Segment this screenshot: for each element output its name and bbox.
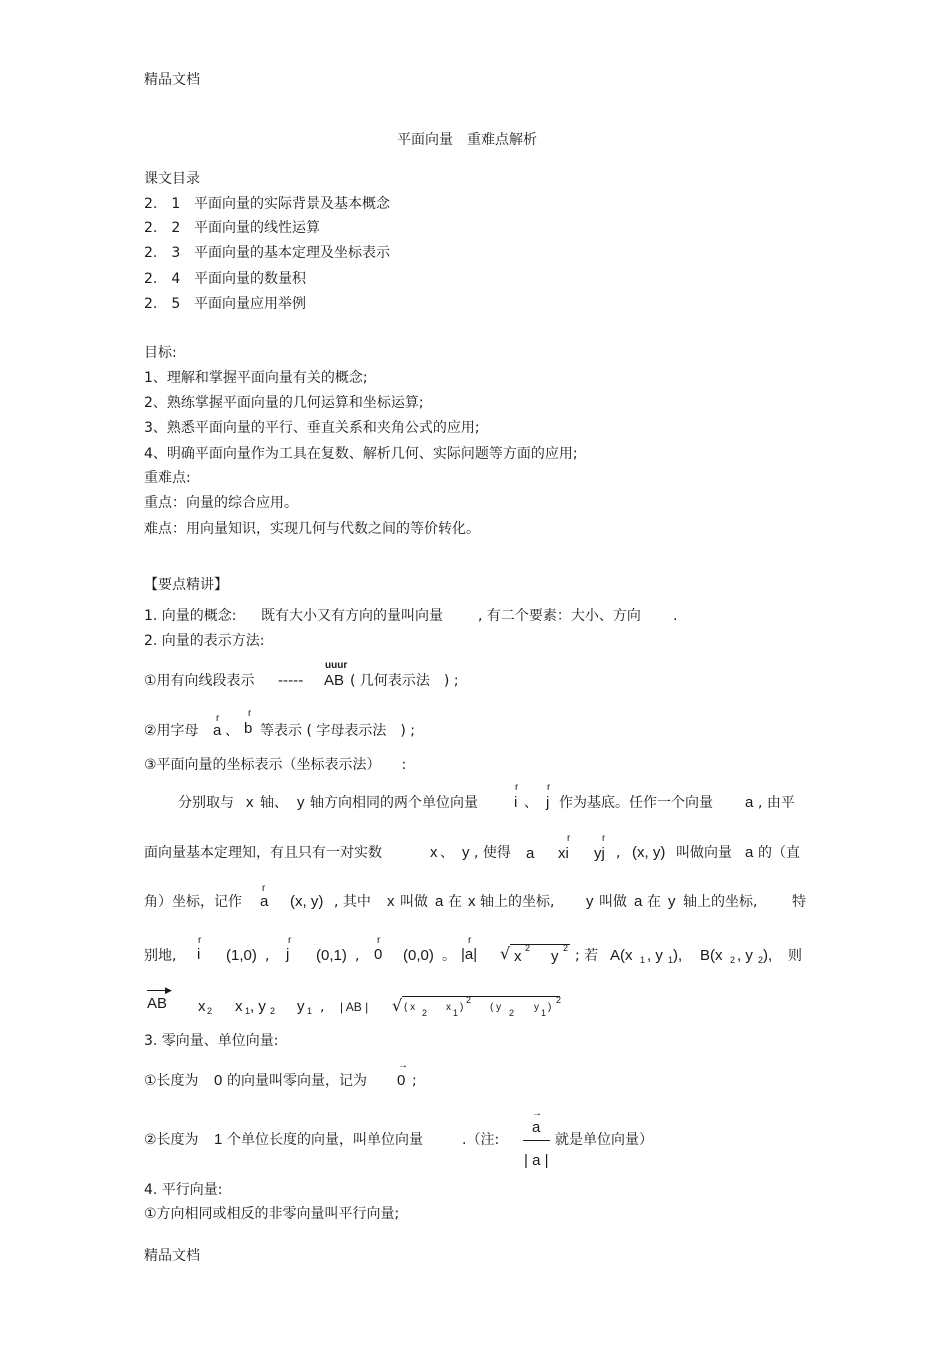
point-b: B(x: [700, 947, 723, 964]
goal-item: 2、熟练掌握平面向量的几何运算和坐标运算;: [144, 395, 424, 411]
point-b-close: ),: [763, 947, 773, 964]
concept-elements: , 有二个要素：大小、方向: [478, 608, 641, 624]
separator: 、: [524, 795, 538, 811]
coordinate-xy: (x, y): [290, 893, 324, 910]
fraction-denominator: | a |: [524, 1152, 549, 1169]
subscript: 2: [207, 1006, 213, 1016]
text: 叫做向量: [676, 845, 732, 861]
parallel-definition: ①方向相同或相反的非零向量叫平行向量;: [144, 1206, 400, 1222]
text: 角）坐标，记作: [144, 894, 242, 910]
coordinate-xy: (x, y): [632, 844, 666, 861]
vector-a: a: [435, 893, 444, 910]
goal-item: 1、理解和掌握平面向量有关的概念;: [144, 370, 368, 386]
concept-label: 1. 向量的概念:: [144, 608, 237, 624]
toc-item-text: 平面向量的基本定理及坐标表示: [194, 245, 390, 261]
difficult-point: 难点：用向量知识，实现几何与代数之间的等价转化。: [144, 521, 480, 537]
subscript: 1: [640, 955, 646, 965]
toc-item-num: 2. 5: [144, 296, 181, 312]
subscript: 1: [668, 955, 674, 965]
vector-arrow-head: ▶: [165, 986, 172, 996]
var-x: x: [235, 998, 243, 1015]
vector-magnitude: |a|: [461, 946, 478, 963]
vector-arrow-mark: r: [515, 782, 519, 793]
text: 个单位长度的向量，叫单位向量: [227, 1132, 423, 1148]
concept-period: .: [673, 608, 678, 624]
coordinate-value: (0,1): [316, 947, 347, 964]
goal-item: 4、明确平面向量作为工具在复数、解析几何、实际问题等方面的应用;: [144, 446, 578, 462]
text: 叫做: [599, 894, 627, 910]
page-title: 平面向量 重难点解析: [397, 132, 537, 148]
text: 。: [442, 948, 456, 964]
text: , 由平: [758, 795, 795, 811]
coordinate-value: (0,0): [403, 947, 434, 964]
subscript: 2: [270, 1006, 276, 1016]
concept-definition: 既有大小又有方向的量叫向量: [261, 608, 443, 624]
text: ;: [412, 1073, 417, 1089]
var-y: y: [462, 844, 470, 861]
text: 在: [448, 894, 462, 910]
vector-arrow-mark: r: [198, 935, 202, 946]
toc-item-num: 2. 4: [144, 271, 181, 287]
text: ,: [355, 948, 360, 964]
vector-arrow-mark: →: [398, 1060, 408, 1071]
subscript: 1: [307, 1006, 313, 1016]
letter-rep-label: ②用字母: [144, 723, 199, 739]
exponent: 2: [563, 943, 569, 953]
separator: 、: [225, 723, 239, 739]
goal-item: 3、熟悉平面向量的平行、垂直关系和夹角公式的应用;: [144, 420, 480, 436]
text: ②长度为: [144, 1132, 199, 1148]
subscript: 2: [422, 1008, 428, 1018]
sqrt-bar: [402, 996, 560, 997]
section-heading: 【要点精讲】: [144, 577, 228, 593]
zero-unit-heading: 3. 零向量、单位向量:: [144, 1033, 279, 1049]
sqrt-bar: [510, 944, 570, 945]
var-y: y: [586, 893, 594, 910]
vector-a: a: [526, 845, 535, 862]
vector-i: i: [514, 794, 518, 811]
text: 叫做: [400, 894, 428, 910]
vector-j: j: [286, 946, 290, 963]
vector-a: a: [213, 722, 222, 739]
zero-vector: 0: [374, 946, 383, 963]
vector-b: b: [244, 720, 253, 737]
vector-arrow-mark: uuur: [325, 660, 348, 671]
toc-item-text: 平面向量应用举例: [194, 296, 306, 312]
toc-heading: 课文目录: [144, 171, 200, 187]
vector-arrow-mark: r: [216, 713, 220, 724]
coordinate-rep-label: ③平面向量的坐标表示（坐标表示法） :: [144, 757, 407, 773]
parallel-heading: 4. 平行向量:: [144, 1182, 223, 1198]
representation-heading: 2. 向量的表示方法:: [144, 633, 265, 649]
vector-a: a: [260, 893, 269, 910]
text: 作为基底。任作一个向量: [559, 795, 713, 811]
vector-a: a: [745, 794, 754, 811]
var-x: x: [246, 794, 254, 811]
var-x: x: [198, 998, 206, 1015]
var-y: y: [551, 948, 559, 965]
vector-arrow-mark: r: [377, 935, 381, 946]
toc-item-text: 平面向量的线性运算: [194, 220, 320, 236]
vector-arrow-mark: r: [602, 833, 606, 844]
vector-arrow-mark: r: [547, 782, 551, 793]
text: 的向量叫零向量，记为: [227, 1073, 367, 1089]
sqrt-term: ( x: [404, 1002, 416, 1013]
sqrt-term: y: [534, 1002, 539, 1013]
vector-j: j: [546, 794, 550, 811]
fraction-bar: [523, 1140, 550, 1141]
point-a-close: ),: [673, 947, 683, 964]
var-y: y: [668, 893, 676, 910]
geometric-rep-dash: -----: [278, 673, 304, 689]
vector-ab: AB: [324, 672, 345, 689]
text: 轴、: [260, 795, 288, 811]
var-x: x: [468, 893, 476, 910]
point-b-sep: , y: [737, 947, 753, 964]
exponent: 2: [466, 995, 472, 1005]
key-point: 重点：向量的综合应用。: [144, 495, 298, 511]
text: ; 若: [575, 948, 599, 964]
key-heading: 重难点:: [144, 470, 191, 486]
sqrt-symbol: √: [392, 996, 403, 1015]
sqrt-term: ): [548, 1002, 552, 1013]
point-a-sep: , y: [647, 947, 663, 964]
page-header: 精品文档: [144, 72, 200, 88]
exponent: 2: [525, 943, 531, 953]
toc-item-text: 平面向量的数量积: [194, 271, 306, 287]
text: 面向量基本定理知，有且只有一对实数: [144, 845, 382, 861]
sqrt-term: ( y: [490, 1002, 502, 1013]
vector-ab: AB: [147, 995, 168, 1012]
number-one: 1: [214, 1131, 223, 1148]
var-y: y: [297, 794, 305, 811]
vector-arrow-mark: →: [532, 1108, 542, 1119]
goals-heading: 目标:: [144, 345, 177, 361]
text: ,: [265, 948, 270, 964]
toc-item-text: 平面向量的实际背景及基本概念: [194, 196, 390, 212]
var-x: x: [514, 948, 522, 965]
var-x: x: [387, 893, 395, 910]
point-a: A(x: [610, 947, 633, 964]
toc-item-num: 2. 2: [144, 220, 181, 236]
text: 特: [792, 894, 806, 910]
text: 轴上的坐标,: [480, 894, 555, 910]
term-xi: xi: [558, 845, 569, 862]
vector-arrow-mark: r: [248, 708, 252, 719]
number-zero: 0: [214, 1072, 223, 1089]
vector-arrow-mark: r: [567, 833, 571, 844]
separator: 、: [440, 845, 454, 861]
text: 分别取与: [178, 795, 234, 811]
text: , 使得: [474, 845, 511, 861]
subscript: 2: [758, 955, 764, 965]
subscript: 1: [541, 1008, 547, 1018]
vector-arrow-mark: r: [288, 935, 292, 946]
text: 轴方向相同的两个单位向量: [310, 795, 478, 811]
subscript: 2: [730, 955, 736, 965]
subscript: 1: [245, 1006, 251, 1016]
toc-item-num: 2. 3: [144, 245, 181, 261]
term-yj: yj: [594, 845, 605, 862]
sqrt-symbol: √: [500, 944, 511, 963]
subscript: 2: [509, 1008, 515, 1018]
zero-vector: 0: [397, 1072, 406, 1089]
toc-item-num: 2. 1: [144, 196, 181, 212]
sqrt-term: x: [446, 1002, 451, 1013]
magnitude-ab: | AB |: [340, 1000, 369, 1014]
text: , 其中: [334, 894, 371, 910]
var-x: x: [430, 844, 438, 861]
text: ①长度为: [144, 1073, 199, 1089]
text: .（注:: [462, 1132, 500, 1148]
var-y: y: [297, 998, 305, 1015]
text: 在: [647, 894, 661, 910]
vector-i: i: [197, 946, 201, 963]
subscript: 1: [453, 1008, 459, 1018]
separator: , y: [250, 998, 266, 1015]
fraction-numerator: a: [532, 1119, 541, 1136]
text: 则: [788, 948, 802, 964]
sqrt-term: ): [460, 1002, 464, 1013]
geometric-rep-note: ( 几何表示法 ) ;: [350, 673, 459, 689]
letter-rep-note: 等表示 ( 字母表示法 ) ;: [260, 723, 415, 739]
exponent: 2: [556, 995, 562, 1005]
page-footer: 精品文档: [144, 1248, 200, 1264]
text: 别地,: [144, 948, 177, 964]
vector-arrow-mark: r: [262, 883, 266, 894]
text: 轴上的坐标,: [683, 894, 758, 910]
text: ,: [616, 845, 621, 861]
text: ,: [320, 999, 325, 1015]
geometric-rep-label: ①用有向线段表示: [144, 673, 255, 689]
vector-a: a: [634, 893, 643, 910]
coordinate-value: (1,0): [226, 947, 257, 964]
text: 就是单位向量）: [555, 1132, 653, 1148]
vector-a: a: [745, 844, 754, 861]
text: 的（直: [758, 845, 800, 861]
vector-arrow-mark: r: [468, 935, 472, 946]
